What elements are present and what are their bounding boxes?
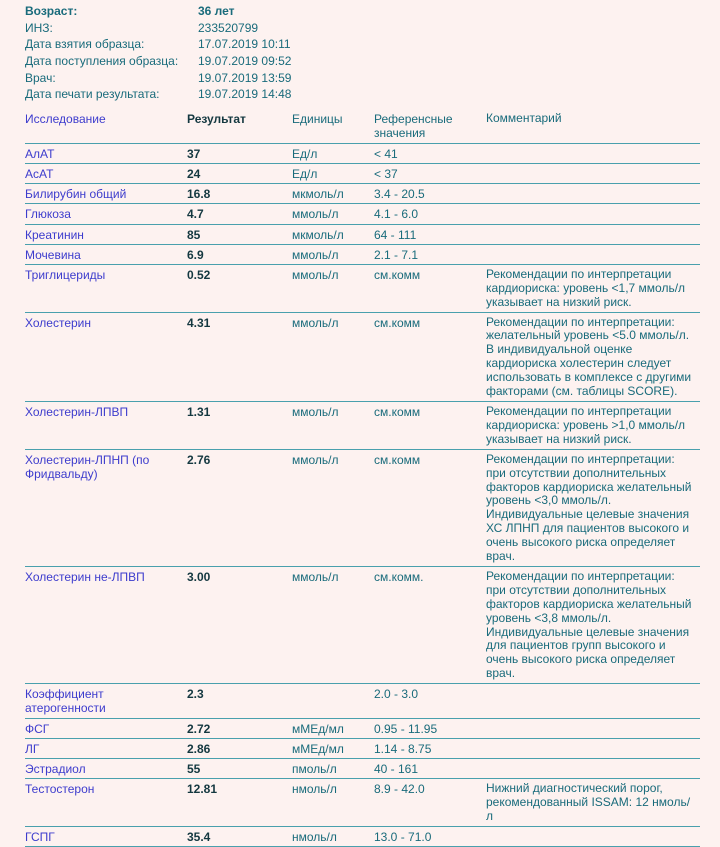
test-name-cell: АлАТ: [25, 146, 55, 161]
test-result-cell: 12.81: [187, 781, 218, 796]
test-result-cell: 4.31: [187, 315, 211, 330]
test-units-cell: пмоль/л: [292, 761, 337, 776]
table-row: [25, 719, 700, 739]
table-row: [25, 684, 700, 718]
test-units-cell: ммоль/л: [292, 247, 339, 262]
test-result-cell: 2.86: [187, 741, 211, 756]
test-units-cell: мМЕд/мл: [292, 741, 344, 756]
test-units-cell: ммоль/л: [292, 207, 339, 222]
test-reference-cell: 40 - 161: [374, 761, 419, 776]
test-comment-cell: [486, 147, 700, 161]
table-row: [25, 759, 700, 779]
test-result-cell: 16.8: [187, 187, 211, 202]
header-field-row: [25, 20, 700, 37]
test-comment-cell: [486, 762, 700, 776]
test-reference-cell: 8.9 - 42.0: [374, 781, 425, 796]
table-row: [25, 265, 700, 313]
header-field-label: Врач:: [25, 70, 56, 85]
test-result-cell: 2.76: [187, 452, 211, 467]
test-comment-cell: Нижний диагностический порог, рекомендованный ISSAM: 12 нмоль/л: [486, 780, 691, 823]
table-row: [25, 204, 700, 224]
test-units-cell: нмоль/л: [292, 781, 337, 796]
table-row: [25, 739, 700, 759]
test-result-cell: 3.00: [187, 569, 211, 584]
header-field-label: Возраст:: [25, 4, 78, 19]
header-field-value: 17.07.2019 10:11: [198, 37, 291, 52]
header-field-value: 19.07.2019 09:52: [198, 54, 292, 69]
header-field-value: 19.07.2019 13:59: [198, 70, 292, 85]
column-header-units: Единицы: [292, 111, 343, 126]
test-comment-cell: Рекомендации по интерпретации: при отсутствии дополнительных факторов кардиориска желательный уровень <3,0 ммоль/л. Индивидуальные целевые значения ХС ЛПНП для пациентов высокого и очень высокого риска определяет врач.: [486, 451, 692, 564]
test-comment-cell: Рекомендации по интерпретации: желательный уровень <5.0 ммоль/л. В индивидуальной оценке кардиориска холестерин следует использовать в комплексе с другими факторами (см. таблицы SCORE).: [486, 314, 692, 399]
test-units-cell: нмоль/л: [292, 829, 337, 844]
table-row: [25, 402, 700, 450]
test-comment-cell: [486, 830, 700, 844]
table-row: [25, 164, 700, 184]
column-header-research: Исследование: [25, 111, 106, 126]
table-row: [25, 245, 700, 265]
report-header-block: [25, 3, 700, 103]
header-field-value: 233520799: [198, 20, 259, 35]
test-comment-cell: [486, 167, 700, 181]
test-name-cell: АсАТ: [25, 167, 54, 182]
test-reference-cell: см.комм: [374, 404, 421, 419]
test-units-cell: ммоль/л: [292, 404, 339, 419]
test-reference-cell: см.комм.: [374, 569, 424, 584]
test-name-cell: Глюкоза: [25, 207, 71, 222]
test-result-cell: 85: [187, 227, 201, 242]
test-reference-cell: 4.1 - 6.0: [374, 207, 419, 222]
test-name-cell: Тестостерон: [25, 781, 95, 796]
table-row: [25, 225, 700, 245]
test-units-cell: мМЕд/мл: [292, 721, 344, 736]
test-reference-cell: 3.4 - 20.5: [374, 187, 425, 202]
test-comment-cell: Рекомендации по интерпретации кардиориска: уровень <1,7 ммоль/л указывает на низкий риск.: [486, 266, 686, 309]
test-result-cell: 2.72: [187, 721, 211, 736]
test-reference-cell: < 41: [374, 146, 398, 161]
table-body: [25, 144, 700, 847]
table-row: [25, 827, 700, 847]
table-row: [25, 450, 700, 567]
column-header-comment: Комментарий: [486, 110, 562, 125]
test-result-cell: 0.52: [187, 267, 211, 282]
test-name-cell: Триглицериды: [25, 267, 106, 282]
header-field-row: [25, 69, 700, 86]
column-header-result: Результат: [187, 111, 246, 126]
column-header-reference: Референсные значения: [374, 111, 453, 140]
test-name-cell: Креатинин: [25, 227, 84, 242]
test-name-cell: Холестерин-ЛПВП: [25, 404, 129, 419]
test-reference-cell: см.комм: [374, 267, 421, 282]
test-reference-cell: 1.14 - 8.75: [374, 741, 432, 756]
test-result-cell: 1.31: [187, 404, 211, 419]
test-units-cell: мкмоль/л: [292, 227, 344, 242]
table-row: [25, 567, 700, 684]
test-units-cell: Ед/л: [292, 146, 318, 161]
test-units-cell: ммоль/л: [292, 569, 339, 584]
test-reference-cell: 2.1 - 7.1: [374, 247, 419, 262]
test-name-cell: ГСПГ: [25, 829, 55, 844]
test-name-cell: Мочевина: [25, 247, 81, 262]
test-reference-cell: 64 - 111: [374, 227, 417, 242]
test-name-cell: ФСГ: [25, 721, 50, 736]
test-units-cell: [292, 687, 374, 715]
header-field-label: Дата печати результата:: [25, 87, 160, 102]
test-comment-cell: [486, 228, 700, 242]
test-comment-cell: Рекомендации по интерпретации кардиориска: уровень >1,0 ммоль/л указывает на низкий риск.: [486, 403, 686, 446]
table-row: [25, 144, 700, 164]
test-name-cell: Холестерин-ЛПНП (по Фридвальду): [25, 452, 150, 481]
test-name-cell: ЛГ: [25, 741, 40, 756]
test-reference-cell: < 37: [374, 167, 398, 182]
test-comment-cell: [486, 207, 700, 221]
header-field-label: Дата поступления образца:: [25, 54, 179, 69]
test-name-cell: Билирубин общий: [25, 187, 127, 202]
test-comment-cell: [486, 722, 700, 736]
test-name-cell: Коэффициент атерогенности: [25, 687, 106, 716]
test-name-cell: Холестерин не-ЛПВП: [25, 569, 145, 584]
test-result-cell: 55: [187, 761, 201, 776]
test-comment-cell: [486, 248, 700, 262]
test-units-cell: ммоль/л: [292, 267, 339, 282]
test-comment-cell: [486, 742, 700, 756]
test-result-cell: 6.9: [187, 247, 204, 262]
test-result-cell: 24: [187, 167, 201, 182]
test-name-cell: Эстрадиол: [25, 761, 86, 776]
test-reference-cell: 2.0 - 3.0: [374, 687, 419, 702]
test-reference-cell: 13.0 - 71.0: [374, 829, 432, 844]
header-field-row: [25, 86, 700, 103]
header-field-row: [25, 36, 700, 53]
header-field-value: 36 лет: [198, 4, 235, 19]
results-table: [25, 110, 700, 847]
test-units-cell: Ед/л: [292, 167, 318, 182]
test-reference-cell: 0.95 - 11.95: [374, 721, 438, 736]
test-reference-cell: см.комм: [374, 452, 421, 467]
table-header-row: [25, 110, 700, 144]
test-comment-cell: [486, 687, 700, 715]
test-reference-cell: см.комм: [374, 315, 421, 330]
test-comment-cell: Рекомендации по интерпретации: при отсутствии дополнительных факторов кардиориска желательный уровень <3,8 ммоль/л. Индивидуальные целевые значения для пациентов групп высокого и очень высокого риска определяет врач.: [486, 568, 692, 681]
header-field-value: 19.07.2019 14:48: [198, 87, 292, 102]
header-field-row: [25, 3, 700, 20]
test-name-cell: Холестерин: [25, 315, 91, 330]
test-comment-cell: [486, 187, 700, 201]
test-units-cell: мкмоль/л: [292, 187, 344, 202]
test-result-cell: 2.3: [187, 687, 204, 702]
test-result-cell: 4.7: [187, 207, 204, 222]
table-row: [25, 779, 700, 827]
header-field-row: [25, 53, 700, 70]
header-field-label: Дата взятия образца:: [25, 37, 145, 52]
test-units-cell: ммоль/л: [292, 315, 339, 330]
table-row: [25, 184, 700, 204]
header-field-label: ИНЗ:: [25, 20, 53, 35]
test-result-cell: 35.4: [187, 829, 211, 844]
table-row: [25, 313, 700, 402]
test-units-cell: ммоль/л: [292, 452, 339, 467]
test-result-cell: 37: [187, 146, 201, 161]
